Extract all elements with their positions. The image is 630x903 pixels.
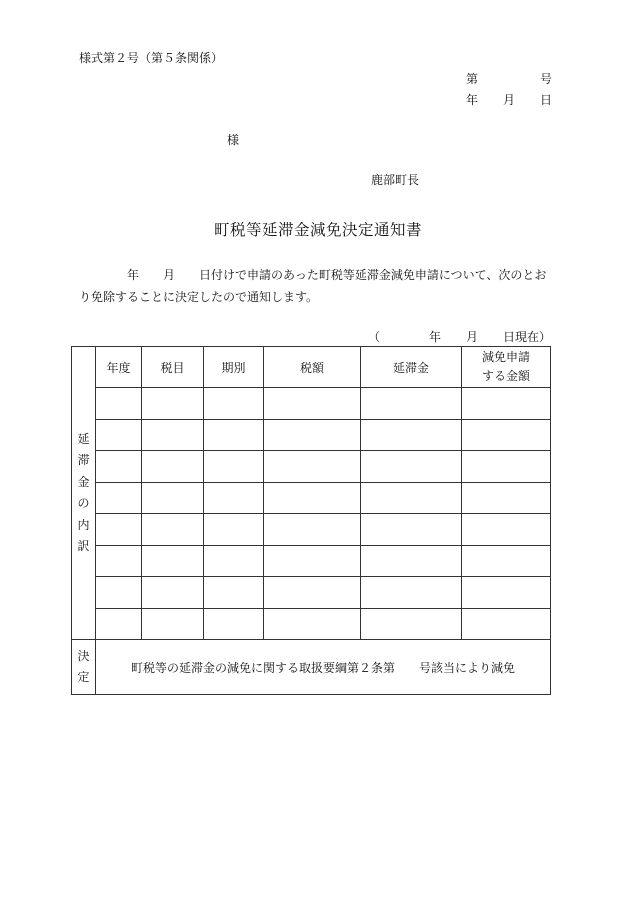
header-tax-item: 税目 bbox=[142, 347, 204, 388]
table-cell[interactable] bbox=[264, 608, 361, 640]
body-line-2: り免除することに決定したので通知します。 bbox=[79, 290, 319, 304]
table-cell[interactable] bbox=[204, 419, 264, 451]
table-cell[interactable] bbox=[96, 514, 142, 546]
table-cell[interactable] bbox=[142, 545, 204, 577]
body-line-1-rest: 日付けで申請のあった町税等延滞金減免申請について、次のとお bbox=[199, 268, 547, 282]
as-of-close: 日現在） bbox=[503, 330, 552, 344]
table-row bbox=[72, 419, 551, 451]
table-cell[interactable] bbox=[204, 545, 264, 577]
table-cell[interactable] bbox=[361, 514, 462, 546]
as-of-month: 月 bbox=[466, 330, 479, 344]
doc-number-suffix: 号 bbox=[540, 72, 553, 86]
table-cell[interactable] bbox=[264, 482, 361, 514]
table-row bbox=[72, 514, 551, 546]
side-label bbox=[72, 429, 95, 558]
table-cell[interactable] bbox=[96, 608, 142, 640]
header-fiscal-year: 年度 bbox=[96, 347, 142, 388]
table-cell[interactable] bbox=[264, 419, 361, 451]
table-cell[interactable] bbox=[96, 419, 142, 451]
table-cell[interactable] bbox=[204, 514, 264, 546]
table-cell[interactable] bbox=[361, 608, 462, 640]
side-label-char: 金 bbox=[77, 474, 90, 489]
decision-text-2: 号該当により減免 bbox=[419, 660, 516, 675]
as-of-open: （ bbox=[368, 330, 381, 344]
doc-number-prefix: 第 bbox=[466, 72, 479, 86]
table-cell[interactable] bbox=[96, 577, 142, 609]
date-day: 日 bbox=[540, 93, 553, 107]
table-row bbox=[72, 577, 551, 609]
table-cell[interactable] bbox=[462, 419, 551, 451]
table-cell[interactable] bbox=[142, 419, 204, 451]
table-cell[interactable] bbox=[462, 608, 551, 640]
as-of-year: 年 bbox=[429, 330, 442, 344]
table-cell[interactable] bbox=[462, 545, 551, 577]
header-reduction-line-1: 減免申請 bbox=[481, 350, 530, 364]
side-label-char: 訳 bbox=[77, 539, 90, 553]
table-row bbox=[72, 451, 551, 483]
decision-label bbox=[72, 646, 95, 689]
decision-label-cell bbox=[72, 640, 96, 695]
table-cell[interactable] bbox=[264, 388, 361, 420]
header-late-fee: 延滞金 bbox=[361, 347, 462, 388]
table-cell[interactable] bbox=[462, 577, 551, 609]
table-cell[interactable] bbox=[142, 451, 204, 483]
table-cell[interactable] bbox=[361, 482, 462, 514]
table-row bbox=[72, 608, 551, 640]
header-reduction-amount bbox=[462, 347, 551, 388]
issuer: 鹿部町長 bbox=[371, 173, 420, 187]
table-cell[interactable] bbox=[142, 388, 204, 420]
body-year: 年 bbox=[127, 268, 140, 282]
decision-label-char: 決 bbox=[77, 648, 90, 663]
table-cell[interactable] bbox=[264, 451, 361, 483]
table-cell[interactable] bbox=[264, 545, 361, 577]
table-cell[interactable] bbox=[204, 482, 264, 514]
side-label-char: 滞 bbox=[77, 453, 90, 467]
date-month: 月 bbox=[503, 93, 516, 107]
table-cell[interactable] bbox=[462, 482, 551, 514]
table-cell[interactable] bbox=[361, 388, 462, 420]
table-cell[interactable] bbox=[361, 451, 462, 483]
page-title: 町税等延滞金減免決定通知書 bbox=[214, 221, 423, 239]
table-cell[interactable] bbox=[361, 545, 462, 577]
side-label-char: 内 bbox=[77, 517, 90, 532]
table-cell[interactable] bbox=[264, 577, 361, 609]
header-reduction-line-2: する金額 bbox=[481, 369, 530, 383]
body-line-1 bbox=[79, 264, 559, 286]
table-cell[interactable] bbox=[361, 419, 462, 451]
table-cell[interactable] bbox=[204, 577, 264, 609]
header-tax-amount: 税額 bbox=[264, 347, 361, 388]
side-label-char: の bbox=[77, 496, 90, 510]
table-cell[interactable] bbox=[142, 577, 204, 609]
table-cell[interactable] bbox=[204, 451, 264, 483]
table-cell[interactable] bbox=[204, 388, 264, 420]
table-cell[interactable] bbox=[96, 388, 142, 420]
table-cell[interactable] bbox=[142, 482, 204, 514]
form-number: 様式第２号（第５条関係） bbox=[79, 51, 224, 65]
table-cell[interactable] bbox=[462, 514, 551, 546]
table-cell[interactable] bbox=[142, 514, 204, 546]
date-year: 年 bbox=[466, 93, 479, 107]
delinquency-table bbox=[71, 346, 551, 695]
table-cell[interactable] bbox=[361, 577, 462, 609]
table-cell[interactable] bbox=[264, 514, 361, 546]
decision-label-char: 定 bbox=[77, 670, 90, 684]
header-row bbox=[72, 347, 551, 388]
body-month: 月 bbox=[163, 268, 176, 282]
table-cell[interactable] bbox=[142, 608, 204, 640]
table-cell[interactable] bbox=[462, 388, 551, 420]
addressee-suffix: 様 bbox=[227, 133, 240, 147]
table-row bbox=[72, 482, 551, 514]
table-cell[interactable] bbox=[96, 451, 142, 483]
table-row bbox=[72, 545, 551, 577]
side-label-char: 延 bbox=[77, 431, 90, 446]
table-cell[interactable] bbox=[96, 545, 142, 577]
table-row bbox=[72, 388, 551, 420]
decision-text-cell bbox=[96, 640, 551, 695]
table-cell[interactable] bbox=[462, 451, 551, 483]
body-paragraph bbox=[79, 264, 559, 308]
table-cell[interactable] bbox=[96, 482, 142, 514]
decision-text-1: 町税等の延滞金の減免に関する取扱要綱第２条第 bbox=[130, 660, 395, 675]
header-period: 期別 bbox=[204, 347, 264, 388]
decision-row bbox=[72, 640, 551, 695]
table-cell[interactable] bbox=[204, 608, 264, 640]
side-label-cell bbox=[72, 347, 96, 640]
